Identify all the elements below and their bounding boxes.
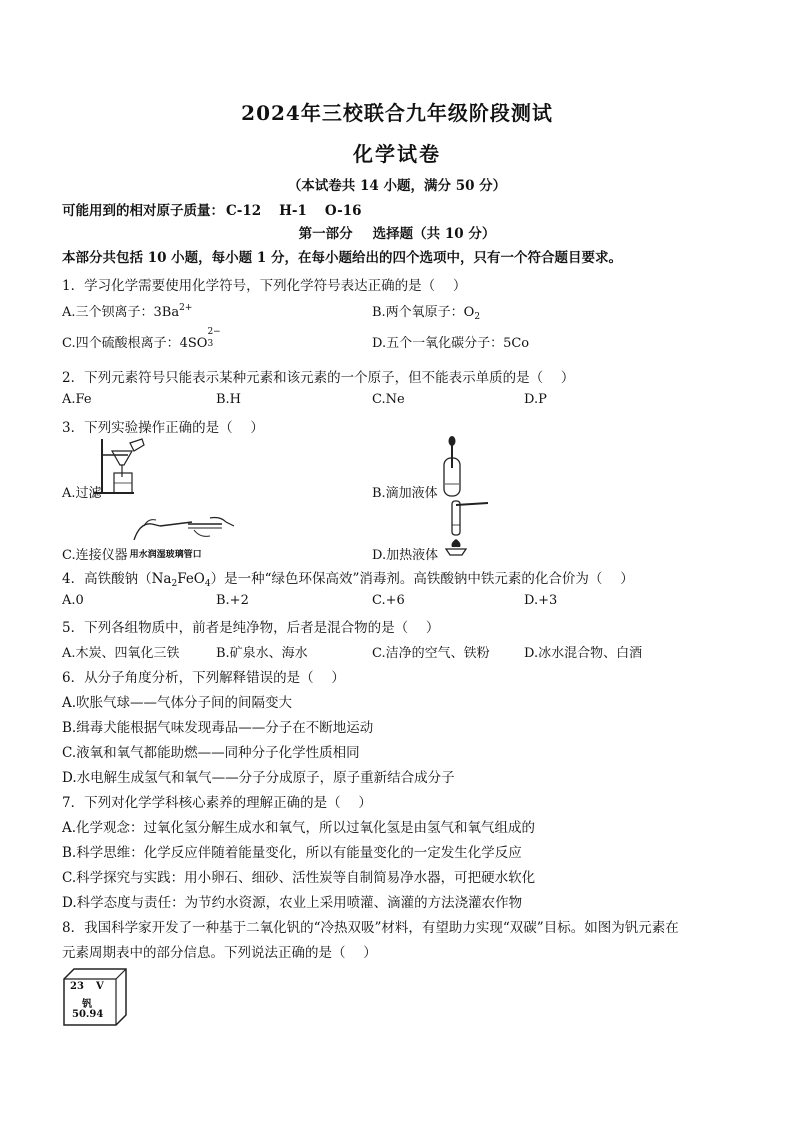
q3-option-a: A.过滤	[62, 486, 102, 501]
q4-stem-sub1: 2	[171, 579, 178, 589]
q6-option-a: A.吹胀气球——气体分子间的间隔变大	[62, 695, 293, 711]
q1-option-b	[372, 301, 480, 322]
exam-note: （本试卷共 14 小题，满分 50 分）	[287, 178, 507, 194]
q3-option-d: D.加热液体	[372, 548, 439, 563]
q6-stem: 6．从分子角度分析，下列解释错误的是（ ）	[62, 670, 345, 686]
q2-option-c: C.Ne	[372, 392, 405, 407]
element-vanadium-card	[62, 967, 124, 1023]
q1-option-b-sub: 2	[474, 312, 481, 322]
q4-stem	[62, 567, 634, 589]
q1-stem: 1．学习化学需要使用化学符号，下列化学符号表达正确的是（ ）	[62, 278, 467, 294]
q6-option-d: D.水电解生成氢气和氧气——分子分成原子，原子重新结合成分子	[62, 770, 455, 786]
q3-option-b: B.滴加液体	[372, 486, 438, 501]
q4-option-a: A.0	[62, 593, 84, 608]
section-heading	[0, 222, 794, 242]
atomic-mass-c: C-12	[226, 203, 262, 219]
q5-option-b: B.矿泉水、海水	[216, 646, 308, 661]
exam-title: 2024年三校联合九年级阶段测试	[241, 101, 553, 125]
q4-option-d: D.+3	[524, 593, 558, 608]
q8-stem-line2: 元素周期表中的部分信息。下列说法正确的是（ ）	[62, 945, 377, 961]
q4-stem-pre: 4．高铁酸钠（Na	[62, 571, 172, 587]
atomic-mass-line	[62, 199, 380, 219]
q1-option-a-text: A.三个钡离子：3Ba	[62, 305, 180, 320]
q1-option-a	[62, 301, 192, 320]
q1-option-a-sup: 2+	[179, 303, 193, 313]
q4-option-b: B.+2	[216, 593, 249, 608]
element-atomic-mass: 50.94	[72, 1009, 104, 1020]
q1-option-b-text: B.两个氧原子：O	[372, 305, 475, 320]
q3-option-c-text: C.连接仪器	[62, 548, 128, 563]
q1-option-d: D.五个一氧化碳分子：5Co	[372, 336, 530, 351]
section-instructions: 本部分共包括 10 小题，每小题 1 分，在每小题给出的四个选项中，只有一个符合题目要求。	[62, 250, 622, 266]
element-name: 钒	[82, 999, 92, 1010]
atomic-mass-h: H-1	[279, 203, 307, 219]
atomic-mass-o: O-16	[324, 203, 362, 219]
q4-stem-sub2: 4	[204, 579, 211, 589]
q8-stem-line1: 8．我国科学家开发了一种基于二氧化钒的“冷热双吸”材料，有望助力实现“双碳”目标。如图为钒元素在	[62, 920, 679, 936]
element-atomic-number: 23	[70, 981, 84, 992]
subject-title: 化学试卷	[353, 142, 441, 166]
q3-option-c-caption: 用水润湿玻璃管口	[129, 550, 202, 560]
q5-option-d: D.冰水混合物、白酒	[524, 646, 643, 661]
q6-option-b: B.缉毒犬能根据气味发现毒品——分子在不断地运动	[62, 720, 374, 736]
filtration-illustration	[92, 437, 162, 497]
q5-option-a: A.木炭、四氧化三铁	[62, 646, 180, 661]
q4-stem-post: ）是一种“绿色环保高效”消毒剂。高铁酸钠中铁元素的化合价为（ ）	[210, 571, 634, 587]
q2-option-a: A.Fe	[62, 392, 92, 407]
q7-option-b: B.科学思维：化学反应伴随着能量变化，所以有能量变化的一定发生化学反应	[62, 845, 522, 861]
q2-option-b: B.H	[216, 392, 242, 407]
connect-apparatus-illustration	[130, 516, 240, 544]
q7-option-c: C.科学探究与实践：用小卵石、细砂、活性炭等自制简易净水器，可把硬水软化	[62, 870, 536, 886]
q5-stem: 5．下列各组物质中，前者是纯净物，后者是混合物的是（ ）	[62, 620, 440, 636]
q7-stem: 7．下列对化学学科核心素养的理解正确的是（ ）	[62, 795, 372, 811]
q7-option-d: D.科学态度与责任：为节约水资源，农业上采用喷灌、滴灌的方法浇灌农作物	[62, 895, 523, 911]
element-symbol: V	[96, 981, 104, 992]
section-part: 第一部分	[298, 226, 353, 242]
q2-option-d: D.P	[524, 392, 547, 407]
q1-option-c-sub: 3	[207, 339, 214, 349]
atomic-mass-label: 可能用到的相对原子质量：	[62, 203, 224, 219]
section-name: 选择题（共 10 分）	[372, 226, 496, 242]
q3-stem: 3．下列实验操作正确的是（ ）	[62, 420, 264, 436]
q4-option-c: C.+6	[372, 593, 405, 608]
q5-option-c: C.洁净的空气、铁粉	[372, 646, 490, 661]
q6-option-c: C.液氧和氧气都能助燃——同种分子化学性质相同	[62, 745, 360, 761]
heating-liquid-illustration	[432, 497, 492, 557]
q1-option-c-text: C.四个硫酸根离子：4SO	[62, 336, 208, 351]
dropper-illustration	[440, 436, 464, 498]
q2-stem: 2．下列元素符号只能表示某种元素和该元素的一个原子，但不能表示单质的是（ ）	[62, 370, 575, 386]
q7-option-a: A.化学观念：过氧化氢分解生成水和氧气，所以过氧化氢是由氢气和氧气组成的	[62, 820, 536, 836]
q4-stem-mid: FeO	[177, 571, 205, 587]
q3-option-c	[62, 544, 202, 563]
q1-option-c	[62, 327, 221, 351]
q1-option-c-sup: 2−	[207, 327, 221, 337]
